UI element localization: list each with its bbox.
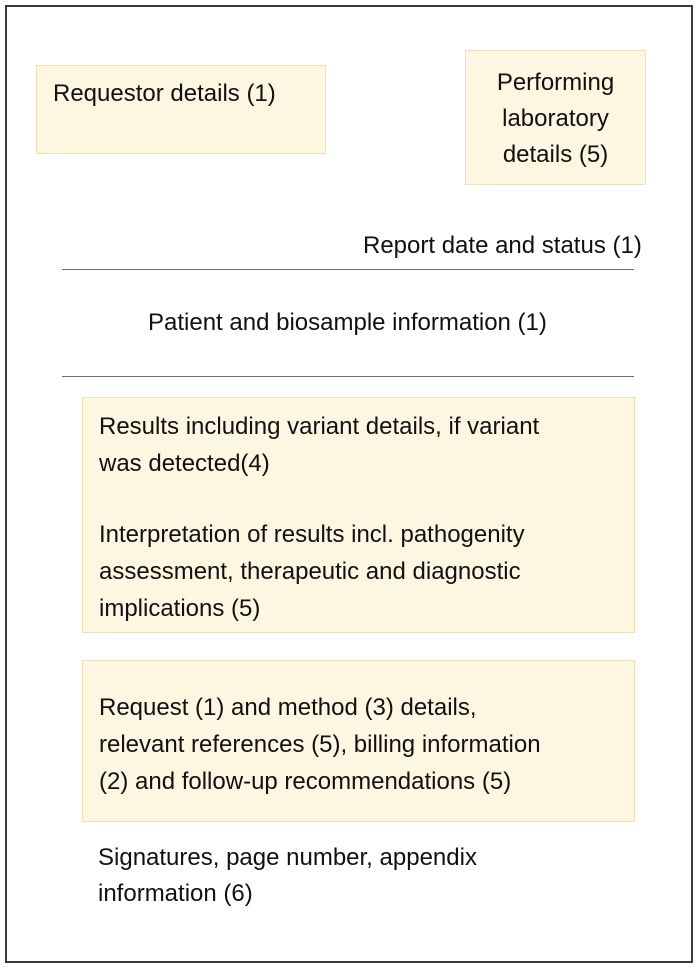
patient-divider [62, 376, 634, 377]
interpretation-line-1: Interpretation of results incl. pathogenity [99, 521, 525, 548]
performing-lab-line-1: Performing [496, 69, 615, 96]
interpretation-line-3: implications (5) [99, 595, 261, 622]
signatures-line-2: information (6) [98, 880, 253, 907]
header-divider [62, 269, 634, 270]
signatures-line-1: Signatures, page number, appendix [98, 844, 477, 871]
results-line-1: Results including variant details, if variant [99, 413, 540, 440]
report-date-status-label: Report date and status (1) [363, 232, 642, 259]
performing-lab-line-3: details (5) [502, 141, 609, 168]
interpretation-line-2: assessment, therapeutic and diagnostic [99, 558, 521, 585]
requestor-details-label: Requestor details (1) [53, 80, 276, 107]
results-line-2: was detected(4) [99, 450, 270, 477]
request-line-2: relevant references (5), billing information [99, 731, 541, 758]
performing-lab-line-2: laboratory [502, 105, 609, 132]
patient-biosample-label: Patient and biosample information (1) [148, 309, 547, 336]
request-line-3: (2) and follow-up recommendations (5) [99, 768, 512, 795]
request-line-1: Request (1) and method (3) details, [99, 694, 477, 721]
